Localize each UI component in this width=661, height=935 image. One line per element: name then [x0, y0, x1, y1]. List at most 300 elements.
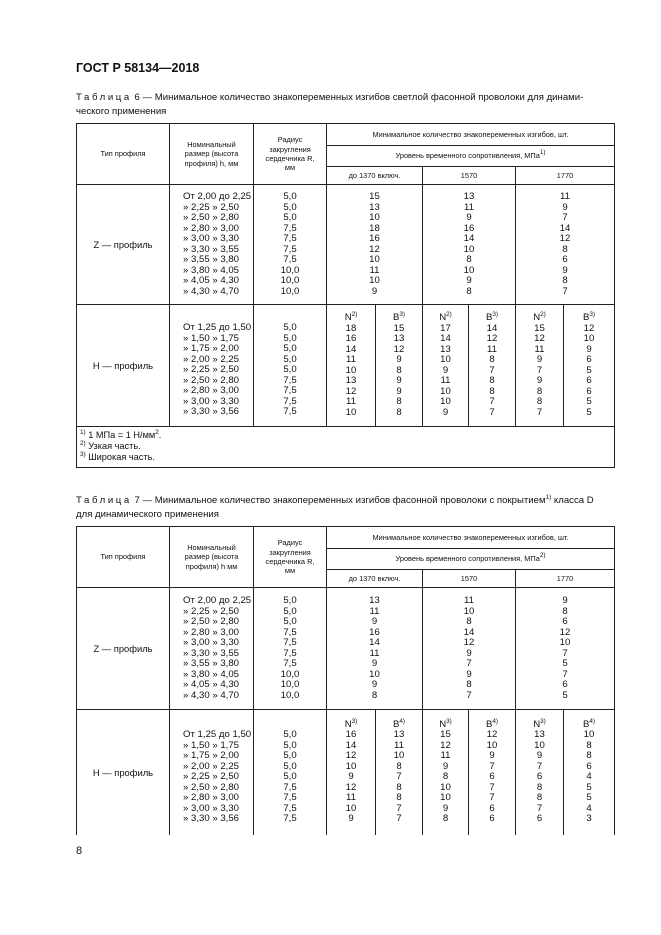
table6-z-v1770-value: 7 [562, 212, 568, 223]
table6-z-v1770-value: 11 [560, 191, 570, 202]
table7-h-sizes [170, 710, 254, 835]
table7-h-b1770-value: 5 [586, 792, 592, 804]
table6-h-radius-value: 7,5 [283, 385, 297, 397]
table7-z-sizes-value: » 3,30 » 3,55 [183, 647, 240, 659]
table6-h-n1570 [423, 305, 469, 427]
table6-h-n1370-value: 16 [345, 333, 357, 344]
table7-z-v1370-value: 14 [369, 637, 380, 648]
table6-h-n1570-value: 9 [442, 364, 449, 376]
table7-head-level: Уровень временного сопротивления, МПа$^{2)}$ [327, 549, 615, 570]
table6 [76, 123, 615, 468]
table7-h-b1770-value: 3 [586, 813, 592, 825]
table6-h-n1370-value: 10 [345, 406, 357, 418]
table6-z-v1570 [423, 185, 516, 305]
table7-z-v1770-value: 5 [562, 689, 568, 701]
table7-z-v1770-value: 7 [562, 668, 568, 680]
table6-z-radius-value: 10,0 [280, 275, 300, 286]
table7-h-radius-value: 5,0 [283, 750, 297, 761]
table6-h-b1370-value: 15 [393, 322, 405, 334]
table7-z-v1770-value: 6 [562, 616, 568, 627]
table7-h-b1370-value: 13 [393, 729, 405, 741]
table6-z-sizes-value: » 2,80 » 3,00 [183, 222, 240, 234]
table7-h-b1770-value: 10 [583, 729, 595, 741]
table6-h-n1570-value: 10 [440, 396, 451, 407]
table7-h-sizes-value: » 2,50 » 2,80 [183, 781, 240, 793]
table6-h-n1770-value: 7 [536, 406, 543, 418]
table6-h-b1570-value: 14 [486, 322, 498, 334]
table6-z-radius-value: 10,0 [280, 285, 300, 297]
table7-h-sizes-value: » 2,80 » 3,00 [183, 792, 240, 803]
table6-h-sizes-value: » 3,30 » 3,56 [183, 406, 240, 418]
table6-h-b1370-heading: $B^{3)}$ [392, 311, 406, 323]
table6-h-b1770-value: 6 [586, 354, 592, 365]
table6-z-v1370-value: 10 [369, 254, 380, 265]
table7-z-v1370-value: 9 [371, 679, 378, 690]
table6-h-b1770 [564, 305, 615, 427]
table6-z-radius [254, 185, 327, 305]
table7-h-b1770-value: 8 [586, 739, 592, 751]
table6-h-n1370-value: 18 [345, 322, 357, 334]
table6-z-v1570-value: 8 [466, 285, 472, 297]
table7-h-n1370-value: 10 [345, 760, 357, 772]
table6-z-sizes-value: » 4,05 » 4,30 [183, 275, 240, 286]
table6-h-n1570-value: 14 [440, 333, 451, 344]
table7-h-n1770-value: 7 [536, 760, 543, 772]
table6-h-sizes-value: » 2,25 » 2,50 [183, 364, 240, 376]
table6-z-v1770-value: 7 [562, 285, 568, 297]
table7-h-b1570-value: 6 [489, 771, 495, 783]
table7-h-b1570-value: 10 [486, 739, 498, 751]
table7-z-sizes-value: » 3,55 » 3,80 [183, 658, 240, 669]
table6-z-v1770-value: 14 [559, 222, 571, 234]
table6-z-radius-value: 5,0 [283, 191, 297, 202]
table6-h-b1570-value: 7 [489, 406, 495, 418]
table6-h-b1770-value: 12 [583, 322, 595, 334]
table7-h-b1370-value: 10 [393, 750, 405, 762]
table7-h-radius-value: 5,0 [283, 729, 297, 740]
table6-z-radius-value: 5,0 [283, 201, 297, 213]
table6-z-radius-value: 7,5 [283, 233, 297, 244]
table7-z-v1370-value: 8 [371, 689, 378, 701]
table7-h-sizes-value: » 1,50 » 1,75 [183, 739, 240, 751]
table6-h-radius [254, 305, 327, 427]
table7-z-radius-value: 7,5 [283, 647, 297, 659]
table7-h-radius-value: 7,5 [283, 813, 297, 824]
table6-head-type: Тип профиля [77, 124, 170, 185]
table7-z-v1570 [423, 588, 516, 710]
table6-caption-text: 6 — Минимальное количество знакопеременных изгибов светлой фасонной проволоки для динами- [131, 92, 584, 103]
table7-z-radius-value: 10,0 [280, 668, 300, 680]
table6-h-sizes-value: » 2,50 » 2,80 [183, 374, 240, 386]
table6-h-n1570-value: 9 [442, 406, 449, 418]
table7-z-type: Z — профиль [77, 588, 170, 710]
table6-h-b1570-value: 11 [487, 343, 497, 355]
table7-h-n1370-value: 12 [345, 781, 357, 793]
table7-h-n1570-value: 11 [440, 750, 451, 762]
table6-h-radius-value: 5,0 [283, 353, 297, 365]
table6-footnotes [77, 427, 615, 468]
table7-h-b1770-heading: $B^{4)}$ [582, 717, 596, 730]
table6-h-b1370 [376, 305, 423, 427]
table6-h-radius-value: 5,0 [283, 322, 297, 334]
table6-h-b1770-value: 5 [586, 396, 592, 407]
table6-z-v1370-value: 16 [369, 233, 380, 244]
table6-z-radius-value: 7,5 [283, 222, 297, 234]
table7-h-n1370-value: 11 [346, 792, 356, 804]
table7-h-b1770-value: 8 [586, 750, 592, 762]
table7-z-v1570-value: 8 [466, 616, 472, 627]
table6-h-sizes-value: » 1,75 » 2,00 [183, 343, 240, 355]
table6-h-b1370-value: 8 [396, 406, 402, 418]
table6-h-n1570-value: 17 [440, 322, 451, 334]
table7-h-sizes-value: » 1,75 » 2,00 [183, 750, 240, 761]
table6-z-v1370-value: 18 [369, 222, 380, 234]
table6-h-b1770-value: 5 [586, 364, 592, 376]
table7-h-b1570-heading: $B^{4)}$ [485, 717, 499, 730]
table6-head-size: Номинальный размер (высота профиля) h, мм [170, 124, 254, 185]
table6-z-v1570-value: 10 [463, 243, 475, 255]
table7-level-1370: до 1370 включ. [327, 570, 423, 588]
table7-h-n1370-value: 9 [348, 771, 354, 783]
table6-z-v1370-value: 9 [371, 285, 378, 297]
table6-h-n1570-value: 11 [440, 375, 451, 386]
table6-h-b1770-value: 10 [583, 333, 595, 344]
table6-h-n1370-heading: $N^{2)}$ [344, 311, 358, 323]
table6-z-radius-value: 7,5 [283, 243, 297, 255]
table7-z-sizes-value: » 4,30 » 4,70 [183, 689, 240, 701]
table7-z-radius-value: 7,5 [283, 658, 297, 669]
table6-h-b1770-value: 9 [586, 343, 592, 355]
table7-h-n1570-value: 12 [440, 739, 451, 751]
document-header: ГОСТ Р 58134—2018 [76, 61, 200, 75]
table7-h-b1770-value: 6 [586, 760, 592, 772]
table7-z-radius-value: 5,0 [283, 616, 297, 627]
table7-z-sizes-value: » 3,80 » 4,05 [183, 668, 240, 680]
table6-h-b1370-value: 8 [396, 396, 402, 407]
table7-z-radius-value: 10,0 [280, 689, 300, 701]
table6-h-n1770-value: 11 [534, 343, 545, 355]
table7-h-n1370 [327, 710, 376, 835]
table6-h-n1570-value: 13 [440, 343, 451, 355]
table7-z-radius-value: 5,0 [283, 595, 297, 606]
table6-h-b1370-value: 8 [396, 364, 402, 376]
table6-caption [76, 91, 616, 119]
table7-h-b1370-value: 7 [396, 813, 402, 825]
table6-head-radius: Радиус закругления сердечника R, мм [254, 124, 327, 185]
table7-h-radius-value: 7,5 [283, 792, 297, 803]
table7 [76, 526, 615, 835]
table7-head-size: Номинальный размер (высота профиля) h мм [170, 527, 254, 588]
table6-z-sizes-value: » 4,30 » 4,70 [183, 285, 240, 297]
table7-h-radius [254, 710, 327, 835]
table7-z-v1570-value: 9 [466, 647, 472, 659]
table6-z-v1570-value: 8 [466, 254, 472, 265]
table6-h-n1370-value: 10 [345, 364, 357, 376]
table7-h-radius-value: 7,5 [283, 781, 297, 793]
table6-level-1370: до 1370 включ. [327, 167, 423, 185]
table6-h-sizes-value: » 3,00 » 3,30 [183, 395, 240, 407]
table6-h-n1770-value: 9 [536, 354, 543, 365]
table7-h-b1370 [376, 710, 423, 835]
table6-z-sizes [170, 185, 254, 305]
table7-z-v1370-value: 9 [371, 616, 378, 627]
table6-z-v1370-value: 12 [369, 243, 380, 255]
table6-h-n1570-value: 10 [440, 385, 451, 397]
table7-z-radius-value: 5,0 [283, 605, 297, 617]
table7-h-n1770-value: 8 [536, 792, 543, 804]
table7-h-n1770-value: 7 [536, 802, 543, 814]
table7-h-b1570-value: 9 [489, 750, 495, 762]
table6-z-v1770-value: 8 [562, 243, 568, 255]
table7-z-v1770 [516, 588, 615, 710]
table6-h-n1770-value: 12 [534, 333, 545, 344]
table6-head-level: Уровень временного сопротивления, МПа$^{1)}$ [327, 146, 615, 167]
table6-z-v1570-value: 9 [466, 275, 472, 286]
table7-h-b1370-value: 8 [396, 781, 402, 793]
table7-h-n1770 [516, 710, 564, 835]
table7-head-bends: Минимальное количество знакопеременных изгибов, шт. [327, 527, 615, 549]
table7-z-sizes-value: » 2,80 » 3,00 [183, 626, 240, 638]
table7-z-v1770-value: 5 [562, 658, 568, 669]
table6-level-1770: 1770 [516, 167, 615, 185]
table6-h-b1370-value: 9 [396, 385, 402, 397]
table7-h-b1370-value: 11 [394, 739, 404, 751]
table7-caption: Таблица 7 — Минимальное количество знакопеременных изгибов фасонной проволоки с покрытием$^{1)}$ класса D для динамического применения [76, 494, 594, 520]
table7-h-n1770-value: 6 [536, 813, 543, 825]
table7-h-type: H — профиль [77, 710, 170, 835]
table7-z-v1570-value: 14 [463, 626, 475, 638]
table6-h-radius-value: 5,0 [283, 343, 297, 355]
table7-caption-text: 7 — Минимальное количество знакопеременных изгибов фасонной проволоки с покрытием [131, 495, 546, 506]
table6-h-b1770-heading: $B^{3)}$ [582, 311, 596, 323]
table6-h-n1570-heading: $N^{2)}$ [439, 311, 452, 323]
table7-z-v1570-value: 12 [463, 637, 475, 648]
table6-h-sizes-value: » 2,80 » 3,00 [183, 385, 240, 397]
table6-h-b1370-value: 9 [396, 354, 402, 365]
table6-z-v1570-value: 14 [463, 233, 475, 244]
table7-z-v1570-value: 11 [464, 595, 474, 606]
table7-h-b1570 [469, 710, 516, 835]
table6-h-n1770-value: 9 [536, 375, 543, 386]
table6-z-sizes-value: » 3,55 » 3,80 [183, 254, 240, 265]
table7-h-b1570-value: 7 [489, 760, 495, 772]
table7-h-b1570-value: 12 [486, 729, 498, 741]
table6-head-bends: Минимальное количество знакопеременных изгибов, шт. [327, 124, 615, 146]
table7-z-v1570-value: 8 [466, 679, 472, 690]
table7-h-radius-value: 5,0 [283, 739, 297, 751]
table7-h-n1370-value: 12 [345, 750, 357, 762]
table6-z-v1570-value: 16 [463, 222, 475, 234]
table7-h-b1570-value: 6 [489, 802, 495, 814]
table6-level-1570: 1570 [423, 167, 516, 185]
table7-h-n1770-value: 10 [534, 739, 545, 751]
table7-h-n1570-value: 9 [442, 760, 449, 772]
table6-h-n1370-value: 12 [345, 385, 357, 397]
table6-z-v1370-value: 10 [369, 275, 380, 286]
table6-z-type: Z — профиль [77, 185, 170, 305]
table7-h-b1570-value: 7 [489, 781, 495, 793]
table7-h-n1570-value: 10 [440, 792, 451, 804]
table7-z-v1370-value: 16 [369, 626, 380, 638]
table6-h-b1770-value: 6 [586, 375, 592, 386]
table7-h-n1770-value: 6 [536, 771, 543, 783]
table6-z-v1770-value: 12 [559, 233, 571, 244]
table6-h-n1370-value: 11 [346, 396, 356, 407]
table7-h-sizes-value: » 2,25 » 2,50 [183, 771, 240, 782]
table6-h-b1570-value: 8 [489, 354, 495, 365]
table7-z-radius [254, 588, 327, 710]
table6-h-b1570-value: 8 [489, 385, 495, 397]
table7-z-v1570-value: 7 [466, 689, 472, 701]
table7-h-n1770-value: 13 [534, 729, 545, 741]
table6-z-v1570-value: 10 [463, 264, 475, 276]
table7-level-1770: 1770 [516, 570, 615, 588]
table7-h-n1370-value: 14 [345, 739, 357, 751]
table7-z-sizes-value: » 4,05 » 4,30 [183, 679, 240, 690]
table6-z-sizes-value: » 3,00 » 3,30 [183, 233, 240, 244]
table7-z-radius-value: 7,5 [283, 637, 297, 648]
table7-h-b1770-value: 4 [586, 802, 592, 814]
table7-h-n1370-value: 10 [345, 802, 357, 814]
table7-z-v1770-value: 10 [559, 637, 571, 648]
table7-h-b1570-value: 6 [489, 813, 495, 825]
table6-z-v1570-value: 11 [464, 201, 474, 213]
table6-h-b1370-value: 12 [393, 343, 405, 355]
table6-z-v1370-value: 10 [369, 212, 380, 223]
table7-z-sizes-value: » 2,25 » 2,50 [183, 605, 240, 617]
table6-h-b1570-value: 12 [486, 333, 498, 344]
table6-h-b1770-value: 6 [586, 385, 592, 397]
table6-z-sizes-value: От 2,00 до 2,25 [183, 191, 252, 202]
table7-z-v1370-value: 10 [369, 668, 380, 680]
table6-z-sizes-value: » 3,30 » 3,55 [183, 243, 240, 255]
table7-h-sizes-value: » 3,00 » 3,30 [183, 802, 240, 814]
table6-caption-line2: ческого применения [76, 106, 167, 117]
table7-h-n1570-value: 15 [440, 729, 451, 741]
table6-h-b1570-value: 7 [489, 364, 495, 376]
table7-z-sizes-value: От 2,00 до 2,25 [183, 595, 252, 606]
table7-label: Таблица [76, 495, 132, 506]
table6-h-radius-value: 5,0 [283, 332, 297, 344]
table6-h-n1770-value: 7 [536, 364, 543, 376]
table7-h-n1770-value: 9 [536, 750, 543, 762]
table6-h-n1370-value: 14 [345, 343, 357, 355]
table6-z-v1570-value: 13 [463, 191, 475, 202]
table6-h-radius-value: 7,5 [283, 406, 297, 418]
table6-h-radius-value: 7,5 [283, 395, 297, 407]
table7-z-sizes-value: » 3,00 » 3,30 [183, 637, 240, 648]
table6-h-n1570-value: 10 [440, 354, 451, 365]
table7-level-1570: 1570 [423, 570, 516, 588]
table7-z-v1370-value: 11 [369, 647, 380, 659]
table6-h-sizes [170, 305, 254, 427]
table7-h-n1370-heading: $N^{3)}$ [344, 717, 358, 730]
table6-h-b1370-value: 13 [393, 333, 405, 344]
footnote-2: $^{2)}$ Узкая часть. [80, 440, 141, 451]
table6-z-v1370-value: 15 [369, 191, 380, 202]
table6-h-n1770 [516, 305, 564, 427]
table6-h-n1370-value: 13 [345, 375, 357, 386]
table7-z-v1770-value: 6 [562, 679, 568, 690]
table7-h-b1370-heading: $B^{4)}$ [392, 717, 406, 730]
table6-h-type: H — профиль [77, 305, 170, 427]
table7-h-radius-value: 5,0 [283, 771, 297, 782]
table7-h-b1570-value: 7 [489, 792, 495, 804]
table6-h-sizes-value: От 1,25 до 1,50 [183, 322, 252, 334]
table7-h-b1770 [564, 710, 615, 835]
table6-h-radius-value: 7,5 [283, 374, 297, 386]
table6-h-n1370 [327, 305, 376, 427]
table6-z-v1770-value: 9 [562, 201, 568, 213]
table7-h-sizes-value: От 1,25 до 1,50 [183, 729, 252, 740]
table7-z-sizes-value: » 2,50 » 2,80 [183, 616, 240, 627]
table7-h-b1770-value: 5 [586, 781, 592, 793]
table7-z-v1770-value: 8 [562, 605, 568, 617]
table7-z-v1370-value: 13 [369, 595, 380, 606]
table7-h-n1370-value: 16 [345, 729, 357, 741]
table7-h-n1370-value: 9 [348, 813, 354, 825]
table7-z-radius-value: 10,0 [280, 679, 300, 690]
table6-h-b1770-value: 5 [586, 406, 592, 418]
table7-z-v1370-value: 11 [369, 605, 380, 617]
footnote-1: $^{1)}$ 1 МПа = 1 $Н/мм^2$. [80, 429, 162, 440]
table7-z-v1770-value: 9 [562, 595, 568, 606]
table7-z-sizes [170, 588, 254, 710]
table6-h-n1770-value: 8 [536, 385, 543, 397]
table6-h-b1570-value: 8 [489, 375, 495, 386]
table6-z-v1770-value: 8 [562, 275, 568, 286]
table7-h-b1770-value: 4 [586, 771, 592, 783]
table7-h-n1570-value: 8 [442, 771, 449, 783]
table6-h-radius-value: 5,0 [283, 364, 297, 376]
table6-z-v1770-value: 6 [562, 254, 568, 265]
table7-z-v1370-value: 9 [371, 658, 378, 669]
table6-z-radius-value: 7,5 [283, 254, 297, 265]
table6-z-v1370-value: 13 [369, 201, 380, 213]
table7-h-n1770-value: 8 [536, 781, 543, 793]
table7-h-b1370-value: 7 [396, 802, 402, 814]
table7-h-n1570-value: 10 [440, 781, 451, 793]
table6-h-b1570-heading: $B^{3)}$ [485, 311, 499, 323]
table7-z-v1570-value: 7 [466, 658, 472, 669]
table6-label: Таблица [76, 92, 132, 103]
table6-z-v1370-value: 11 [369, 264, 380, 276]
table6-z-sizes-value: » 2,25 » 2,50 [183, 201, 240, 213]
table7-h-b1370-value: 8 [396, 792, 402, 804]
table6-h-sizes-value: » 2,00 » 2,25 [183, 353, 240, 365]
table6-z-v1770 [516, 185, 615, 305]
table6-h-sizes-value: » 1,50 » 1,75 [183, 332, 240, 344]
table7-z-v1770-value: 7 [562, 647, 568, 659]
page-number: 8 [76, 845, 83, 857]
table7-z-v1570-value: 9 [466, 668, 472, 680]
table7-z-v1570-value: 10 [463, 605, 475, 617]
table6-h-b1570-value: 7 [489, 396, 495, 407]
table7-z-v1370 [327, 588, 423, 710]
table7-h-radius-value: 7,5 [283, 802, 297, 814]
table7-head-type: Тип профиля [77, 527, 170, 588]
table7-z-v1770-value: 12 [559, 626, 571, 638]
table6-z-v1770-value: 9 [562, 264, 568, 276]
table6-z-radius-value: 10,0 [280, 264, 300, 276]
table7-h-n1770-heading: $N^{3)}$ [533, 717, 546, 730]
table7-h-sizes-value: » 2,00 » 2,25 [183, 760, 240, 772]
table7-h-n1570-value: 8 [442, 813, 449, 825]
table6-h-n1370-value: 11 [346, 354, 356, 365]
table7-h-b1370-value: 7 [396, 771, 402, 783]
table6-h-b1370-value: 9 [396, 375, 402, 386]
table6-z-sizes-value: » 2,50 » 2,80 [183, 212, 240, 223]
